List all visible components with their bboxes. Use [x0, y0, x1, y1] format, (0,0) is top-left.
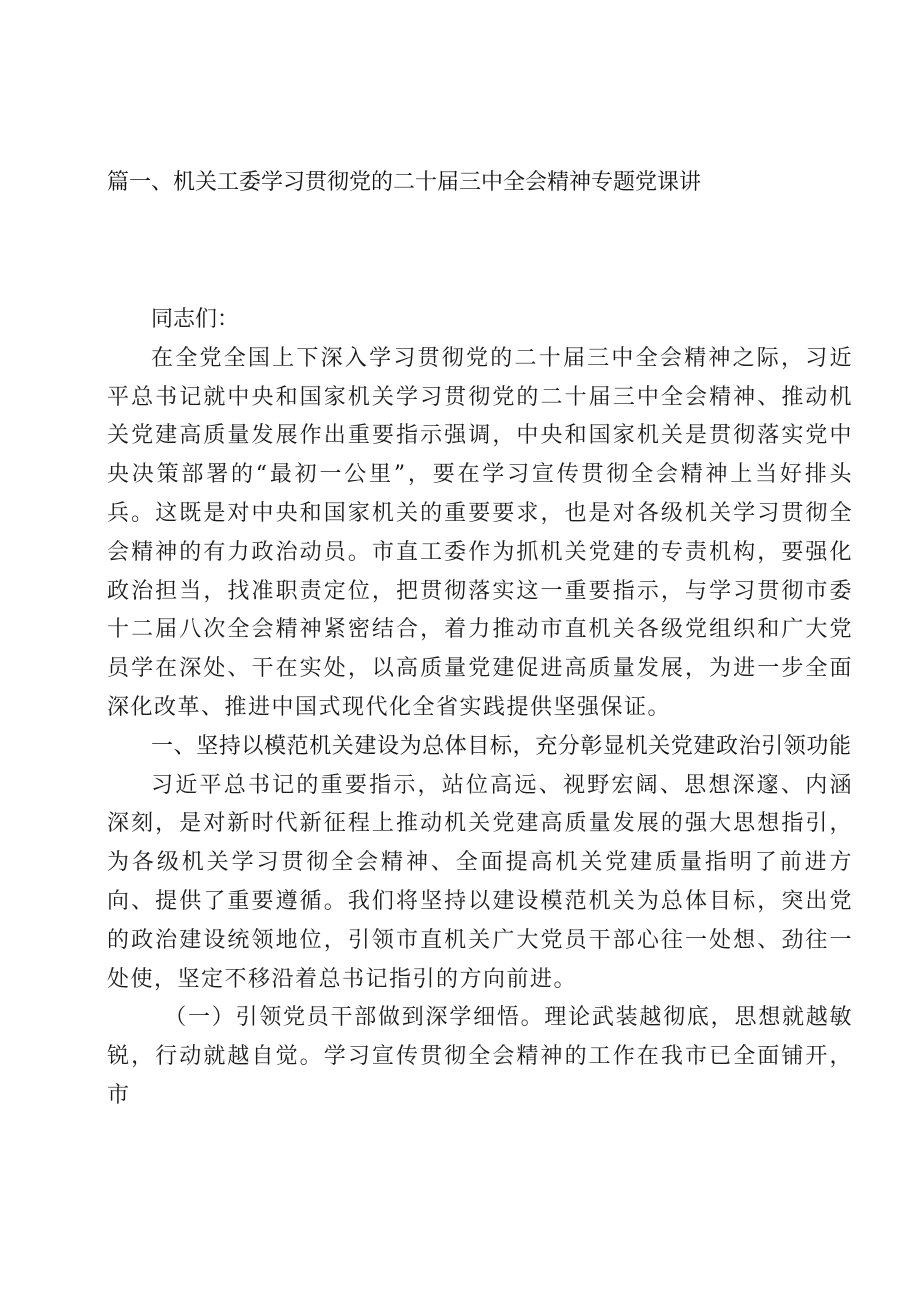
paragraph-subsection-1: （一）引领党员干部做到深学细悟。理论武装越彻底，思想就越敏锐，行动就越自觉。学习宣传贯彻全会精神的工作在我市已全面铺开，市: [107, 1005, 853, 1108]
document-body: [107, 301, 853, 1116]
paragraph-intro: 在全党全国上下深入学习贯彻党的二十届三中全会精神之际，习近平总书记就中央和国家机关学习贯彻党的二十届三中全会精神、推动机关党建高质量发展作出重要指示强调，中央和国家机关是贯彻落实党中央决策部署的“最初一公里”，要在学习宣传贯彻全会精神上当好排头兵。这既是对中央和国家机关的重要要求，也是对各级机关学习贯彻全会精神的有力政治动员。市直工委作为抓机关党建的专责机构，要强化政治担当，找准职责定位，把贯彻落实这一重要指示，与学习贯彻市委十二届八次全会精神紧密结合，着力推动市直机关各级党组织和广大党员学在深处、干在实处，以高质量党建促进高质量发展，为进一步全面深化改革、推进中国式现代化全省实践提供坚强保证。: [107, 345, 853, 720]
document-title: 篇一、机关工委学习贯彻党的二十届三中全会精神专题党课讲: [107, 170, 702, 195]
section-heading-1: 一、坚持以模范机关建设为总体目标，充分彰显机关党建政治引领功能: [151, 733, 852, 759]
salutation: 同志们：: [151, 307, 240, 332]
paragraph-section-1: 习近平总书记的重要指示，站位高远、视野宏阔、思想深邃、内涵深刻，是对新时代新征程上推动机关党建高质量发展的强大思想指引，为各级机关学习贯彻全会精神、全面提高机关党建质量指明了前进方向、提供了重要遵循。我们将坚持以建设模范机关为总体目标，突出党的政治建设统领地位，引领市直机关广大党员干部心往一处想、劲往一处使，坚定不移沿着总书记指引的方向前进。: [107, 772, 853, 992]
